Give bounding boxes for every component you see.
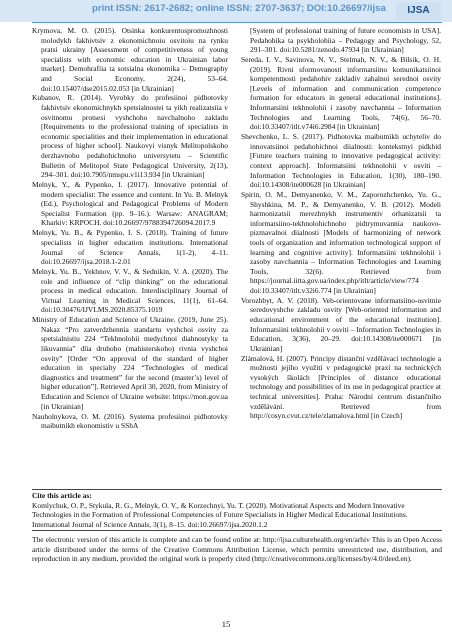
reference-item: Ministry of Education and Science of Ukraine. (2019, June 25). Nakaz “Pro zatverdzhennia standartu vyshchoi osvity za spetsialnistiu 224 “Tekhnolohii medychnoi diahnostyky ta likuvannia” dlia druhoho (mahisterskoho) rivnia vyshchoi osvity” [Order “On approval of the standard of higher education in specialty 224 “Technologies of medical diagnostics and treatment” for the second (master’s) level of higher education”]. Retrieved April 30, 2020, from Ministry of Education and Science of Ukraine website: https://mon.gov.ua [in Ukrainian] bbox=[32, 315, 228, 411]
reference-item: Melnyk, Yu. B., & Pypenko, I. S. (2018). Training of future specialists in higher education institutions. International Journal of Science Annals, 1(1-2), 4–11. doi:10.26697/ijsa.2018.1-2.01 bbox=[32, 228, 228, 267]
reference-item: Shevchenko, L. S. (2017). Pidhotovka maibutnikh uchyteliv do innovatsiinoi pedahohichnoi diialnosti: kontekstnyi pidkhid [Future teachers training to innovative pedagogical activity: context approach]. Informatsiini tekhnolohii v osviti – Information Technologies in Education, 1(30), 180–190. doi:10.14308/ite000628 [in Ukrainian] bbox=[241, 132, 441, 190]
license-text: The electronic version of this article is complete and can be found online at: http://ijsa.culturehealth.org/en/arhiv This is an Open Access article distributed under the terms of the Creative Commons Attribution License, which permits unrestricted use, distribution, and reproduction in any medium, provided the original work is properly cited (http://creativecommons.org/licenses/by/4.0/deed.en). bbox=[32, 535, 442, 564]
references-left-column bbox=[32, 26, 228, 431]
citation-title: Cite this article as: bbox=[32, 491, 92, 500]
reference-item: Krymova, M. O. (2015). Otsinka konkurentospromozhnosti molodykh fakhivtsiv z ekonomichnoiu osvitoiu na rynku pratsi ukrainy [Assessment of competitiveness of young specialists with economic education in Ukrainian labor market]. Demohrafiia ta sotsialna ekonomika – Demography and Social Economy, 2(24), 53–64. doi:10.15407/dse2015.02.053 [in Ukrainian] bbox=[32, 26, 228, 93]
reference-item: Spirin, O. M., Demyanenko, V. M., Zaporozhchenko, Yu. G., Shyshkina, M. P., & Demyanenko, V. B. (2012). Modeli harmonizatsii merezhnykh instrumentiv orhanizatsii ta informatsiino-tekhnolohichnoho pidtrymuvannia naukovo-pizmavalnoi diialnosti [Models of harmonizing of network tools of organization and information technological support of learning and cognitive activity]. Informatsiini tekhnolohii i zasoby navchannia – Information Technologies and Learning Tools, 32(6). Retrieved from https://journal.iitta.gov.ua/index.php/itlt/article/view/774 doi:10.33407/itlt.v32i6.774 [in Ukrainian] bbox=[241, 189, 441, 295]
reference-item: Nauholnykova, O. M. (2016). Systema profesiinoi pidhotovky maibutnikh ekonomistiv u SShA bbox=[32, 411, 228, 431]
journal-badge: IJSA bbox=[396, 2, 441, 20]
citation-text: Komlychuk, O. P., Stykula, R. G., Melnyk, O. V., & Korzechnyi, Yu. T. (2020). Motivational Aspects and Modern Innovative Technologies in the Formation of Professional Competencies of Future Specialists in Higher Medical Educational Institutions. International Journal of Science Annals, 3(1), 8–15. doi:10.26697/ijsa.2020.1.2 bbox=[32, 500, 408, 529]
reference-item: Melnyk, Y., & Pypenko, I. (2017). Innovative potential of modern specialist: The essence and content. In Yu. B. Melnyk (Ed.), Psychological and Pedagogical Problems of Modern Specialist Formation (pp. 9–16.). Warsaw: ANAGRAM; Kharkiv: KRPOCH. doi:10.26697/9788394726094.2017.9 bbox=[32, 180, 228, 228]
reference-item: Kubanov, R. (2014). Vyrobky do profesiinoi pidhotovky fakhivtsiv ekonomichnykh spetsialnostei ta yikh realizatsiia v osvitnomu protsesi vyshchoho navchalnoho zakladu [Requirements to the professional training of specialists in economic specialities and their implementation in educational process of higher school]. Naukovyi visnyk Melitopolskoho derzhavnoho pedahohichnoho universytetu – Scientific Bulletin of Melitopol State Pedagogical University, 2(13), 294–301. doi:10.7905/nmspu.v1i13.934 [in Ukrainian] bbox=[32, 93, 228, 180]
header-rule bbox=[32, 22, 442, 23]
reference-continuation: [System of professional training of future economists in USA]. Pedahohika ta psykholohiia – Pedagogy and Psychology, 52, 291–301. doi:10.5281/zenodo.47934 [in Ukrainian] bbox=[250, 26, 441, 55]
reference-item: Zlámalová, H. (2007). Principy distanční vzdělávací technologie a možnosti jejího využití v pedagogické praxi na technických vysokých školách [Principles of distance educational technology and possibilities of its use in pedagogical practice at technical universities]. Praha: Národní centrum distančního vzdělávání. Retrieved from http://cosyn.cvut.cz/tele/zlamalova.html [in Czech] bbox=[241, 353, 441, 421]
reference-item: Sereda, I. V., Savinova, N. V., Stelmah, N. V., & Bilsik, O. H. (2019). Rivni sformovanosti informatsiino komunikatsiinoi kompetentnosti pedahohiv zakladiv zahalnoi serednoi osvity [Levels of information and communication competence formation for educators in general educational institutions]. Informatsiini tekhnolohii i zasoby navchannia – Information Technologies and Learning Tools, 74(6), 56–70. doi:10.33407/itlt.v74i6.2984 [in Ukrainian] bbox=[241, 55, 441, 132]
page-number: 15 bbox=[221, 619, 231, 629]
references-right-column bbox=[241, 26, 441, 421]
issn-header: print ISSN: 2617-2682; online ISSN: 2707-3637; DOI:10.26697/ijsa bbox=[92, 3, 386, 14]
reference-item: Melnyk, Yu. B., Yekhnov, V. V., & Sednikin, V. A. (2020). The role and influence of “clip thinking” on the educational process in medical education. Interdisciplinary Journal of Virtual Learning in Medical Sciences, 11(1), 61–64. doi:10.30476/IJVLMS.2020.85375.1019 bbox=[32, 267, 228, 315]
reference-item: Vorozhbyt, A. V. (2018). Veb-orientovane informatsiino-osvitnie seredovyshche zakladu osvity [Web-oriented information and educational environment of the educational institution]. Informatsiini tekhnolohii v osviti – Information Technologies in Education, 3(36), 20–29. doi:10.14308/ite000671 [in Ukrainian] bbox=[241, 295, 441, 353]
citation-box bbox=[32, 489, 442, 531]
